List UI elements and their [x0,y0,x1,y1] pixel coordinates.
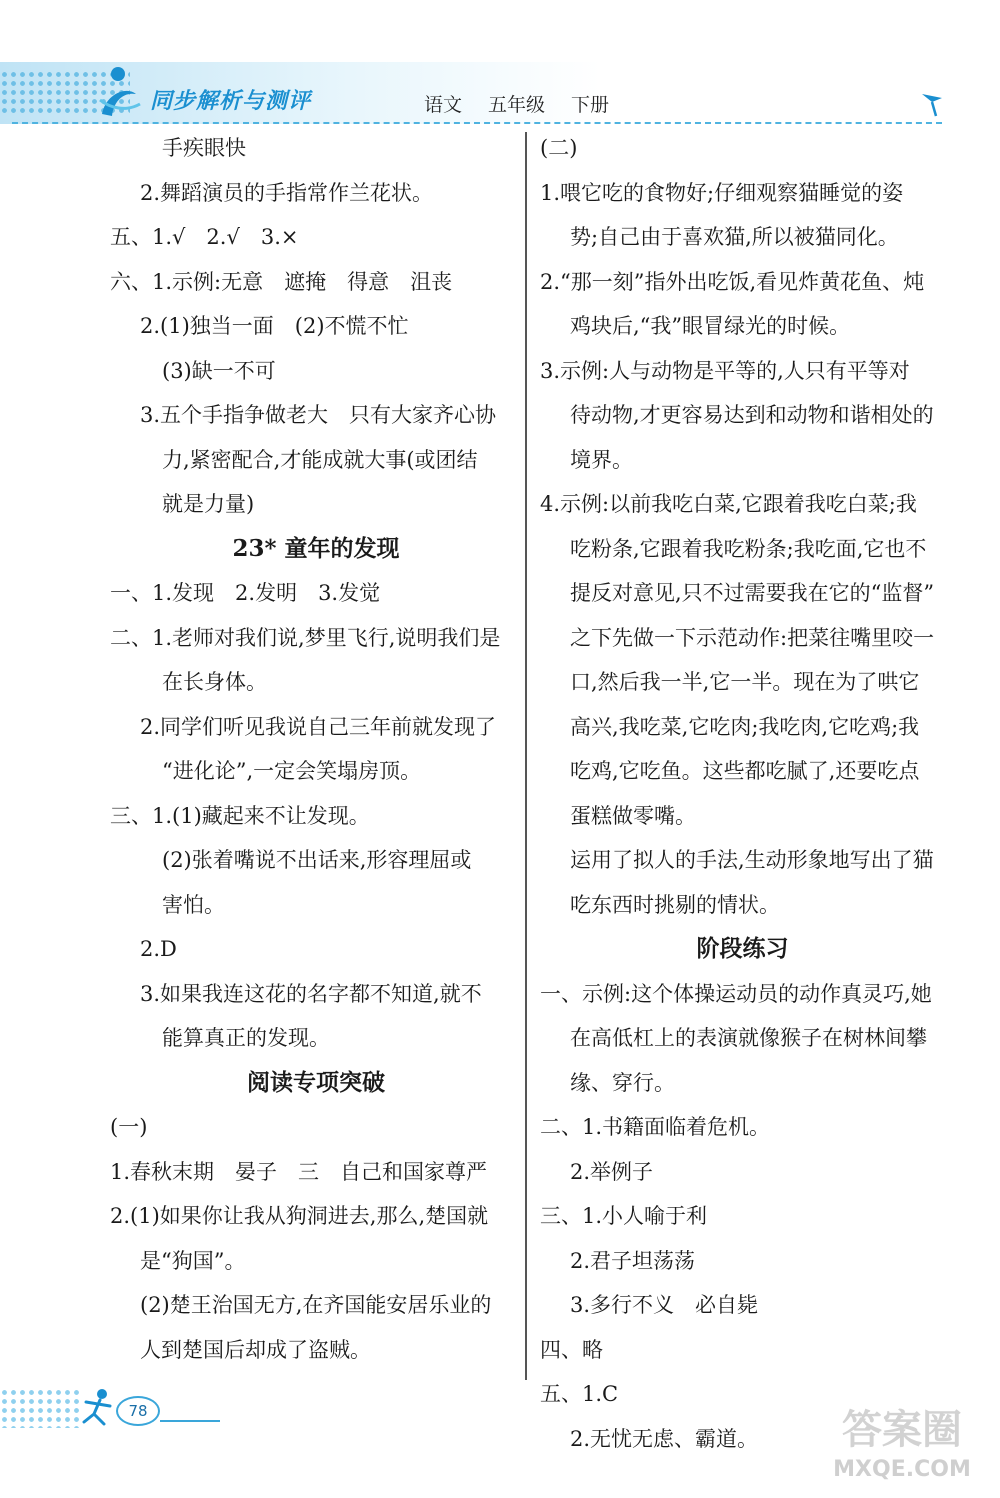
answer-line: 是“狗国”。 [140,1248,246,1273]
section-heading: 阶段练习 [696,935,789,962]
answer-line: “进化论”,一定会笑塌房顶。 [162,759,422,783]
answer-line: (一) [110,1115,148,1139]
answer-line: 力,紧密配合,才能成就大事(或团结 [162,447,478,472]
flag-icon [918,90,946,118]
answer-line: 三、1.小人喻于利 [540,1204,708,1228]
answer-line: 五、1.√ 2.√ 3.× [110,225,299,249]
section-heading: 23* 童年的发现 [232,534,400,562]
answer-line: 一、示例:这个体操运动员的动作真灵巧,她 [540,981,932,1006]
answer-line: 2.无忧无虑、霸道。 [570,1426,759,1451]
footer-rule [160,1420,220,1422]
answer-line: 五、1.C [540,1382,619,1406]
answer-line: 鸡块后,“我”眼冒绿光的时候。 [570,314,851,338]
watermark-url-text: MXQE.COM [833,1457,971,1482]
answer-line: (2)楚王治国无方,在齐国能安居乐业的 [140,1293,492,1317]
book-info [424,90,609,117]
answer-line: 吃鸡,它吃鱼。这些都吃腻了,还要吃点 [570,759,920,783]
answer-line: (二) [540,136,578,160]
page-number: 78 [116,1396,160,1426]
answer-line: 高兴,我吃菜,它吃肉;我吃肉,它吃鸡;我 [570,714,920,739]
answer-line: 口,然后我一半,它一半。现在为了哄它 [570,670,920,694]
answer-line: 手疾眼快 [162,136,246,160]
answer-line: 3.五个手指争做老大 只有大家齐心协 [140,403,497,427]
answer-line: 2.D [140,937,177,961]
answer-line: 蛋糕做零嘴。 [570,803,696,828]
answer-line: 能算真正的发现。 [162,1026,330,1050]
answer-line: 二、1.书籍面临着危机。 [540,1115,771,1139]
subject-label: 语文 [424,94,463,116]
answer-line: 2.君子坦荡荡 [570,1248,696,1273]
answer-line: 吃粉条,它跟着我吃粉条;我吃面,它也不 [570,536,927,561]
answer-line: 3.如果我连这花的名字都不知道,就不 [140,981,482,1006]
answer-line: 2.(1)如果你让我从狗洞进去,那么,楚国就 [110,1204,489,1228]
answer-line: 人到楚国后却成了盗贼。 [140,1337,371,1362]
column-divider [525,132,527,1380]
answer-line: (2)张着嘴说不出话来,形容理屈或 [162,848,472,872]
answer-line: 缘、穿行。 [570,1070,675,1095]
answer-line: 3.多行不义 必自毙 [570,1293,759,1317]
right-answer-column [540,126,945,1461]
running-figure-icon [78,1386,118,1430]
answer-line: 待动物,才更容易达到和动物和谐相处的 [570,403,934,427]
series-title: 同步解析与测评 [150,89,312,114]
answer-line: 害怕。 [162,892,225,917]
answer-line: 4.示例:以前我吃白菜,它跟着我吃白菜;我 [540,492,917,516]
answer-line: 在高低杠上的表演就像猴子在树林间攀 [570,1026,927,1050]
answer-line: 吃东西时挑剔的情状。 [570,892,780,917]
answer-line: 提反对意见,只不过需要我在它的“监督” [570,581,935,605]
answer-line: 2.舞蹈演员的手指常作兰花状。 [140,180,434,205]
footer-dot-pattern [0,1388,80,1428]
answer-line: 3.示例:人与动物是平等的,人只有平等对 [540,358,910,383]
volume-label: 下册 [571,94,610,116]
answer-line: 之下先做一下示范动作:把菜往嘴里咬一 [570,625,935,650]
answer-line: 就是力量) [162,492,255,516]
answer-line: 1.春秋末期 晏子 三 自己和国家尊严 [110,1159,488,1184]
answer-line: (3)缺一不可 [162,358,276,383]
answer-line: 1.喂它吃的食物好;仔细观察猫睡觉的姿 [540,180,904,205]
watermark [812,1405,992,1495]
watermark-main-text: 答案圈 [842,1407,962,1453]
section-heading: 阅读专项突破 [247,1068,385,1096]
answer-line: 一、1.发现 2.发明 3.发觉 [110,581,381,605]
page-header [0,0,1000,130]
answer-line: 2.同学们听见我说自己三年前就发现了 [140,714,497,739]
answer-line: 势;自己由于喜欢猫,所以被猫同化。 [570,225,899,249]
grade-label: 五年级 [488,94,546,116]
answer-line: 四、略 [540,1337,603,1362]
answer-line: 运用了拟人的手法,生动形象地写出了猫 [570,848,934,872]
answer-line: 六、1.示例:无意 遮掩 得意 沮丧 [110,269,453,294]
answer-line: 2.(1)独当一面 (2)不慌不忙 [140,314,409,338]
answer-line: 二、1.老师对我们说,梦里飞行,说明我们是 [110,625,501,650]
answer-line: 三、1.(1)藏起来不让发现。 [110,803,370,828]
answer-line: 2.“那一刻”指外出吃饭,看见炸黄花鱼、炖 [540,269,925,294]
answer-line: 2.举例子 [570,1159,654,1184]
answer-line: 在长身体。 [162,670,267,694]
answer-line: 境界。 [570,447,633,472]
series-logo-icon [96,64,142,120]
left-answer-column [110,126,522,1372]
header-divider [12,122,942,124]
